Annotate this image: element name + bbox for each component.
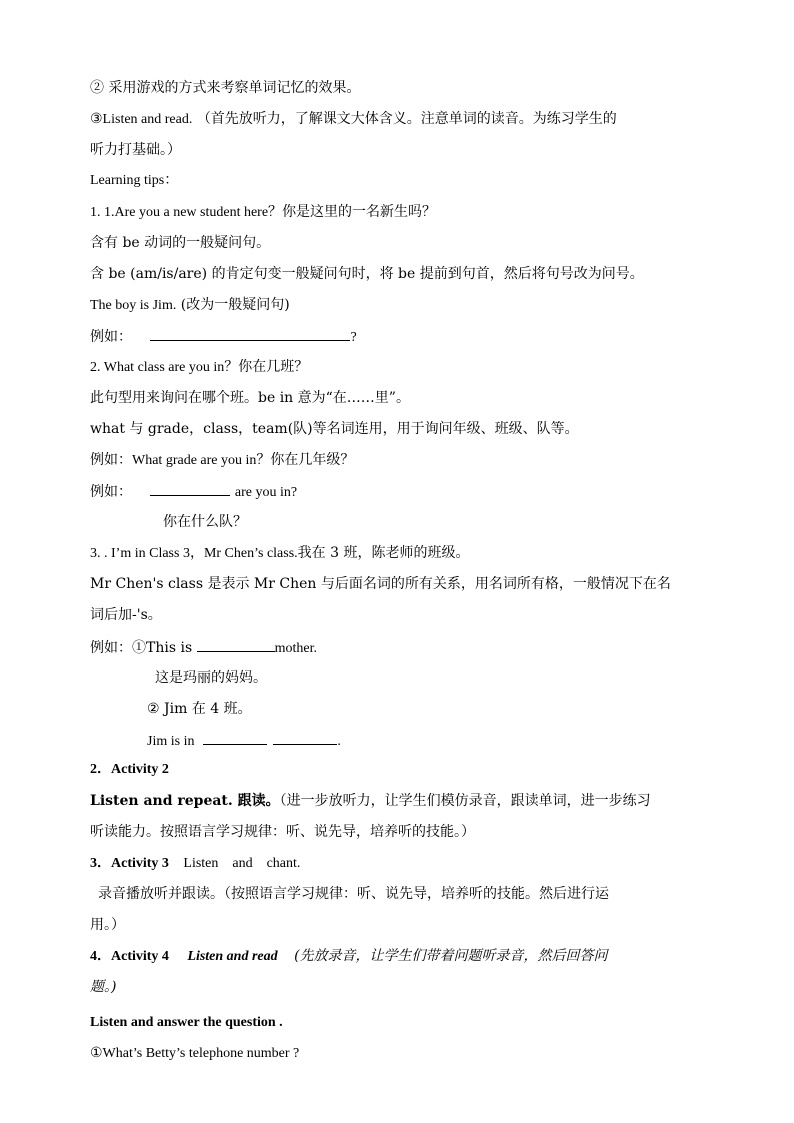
tip-2-example-1 [90, 450, 354, 471]
tip-2-title [90, 357, 308, 378]
translation-text: 这是玛丽的妈妈。 [155, 670, 267, 686]
activity-2-note-cont [90, 822, 475, 842]
note-text: 题。) [90, 979, 117, 995]
activity-4-heading [90, 946, 608, 967]
note-text: 用。） [90, 917, 125, 933]
listen-read-label: ③Listen and read. [90, 112, 193, 127]
tip-2-usage [90, 419, 579, 439]
example-chinese: 你在几年级？ [270, 452, 355, 468]
heading-text: 3．Activity 3 [90, 856, 169, 871]
tip-2-explain [90, 388, 410, 408]
answer-blank[interactable] [273, 730, 337, 745]
question-text: ①What’s Betty’s telephone number ? [90, 1046, 300, 1061]
tip-3-explain-cont [90, 605, 162, 625]
example-label: 例如： [90, 452, 132, 468]
tip-1-title [90, 202, 436, 223]
tip-3-example-1-translation [155, 668, 267, 688]
method-line-3 [90, 109, 617, 130]
activity-3-note [98, 884, 609, 904]
question-mark: ? [350, 330, 357, 345]
tip-2-english: 2. What class are you in？ [90, 360, 239, 375]
instruction-bold: Listen and repeat. 跟读。 [90, 793, 280, 809]
explain-text: 词后加-'s。 [90, 607, 162, 623]
exercise-sentence: The boy is Jim. [90, 298, 177, 313]
example-label: 例如： [90, 329, 132, 345]
explain-text: Mr Chen's class 是表示 Mr Chen 与后面名词的所有关系，用名词所有格，一般情况下在名 [90, 576, 671, 592]
tip-1-exercise [90, 295, 290, 316]
answer-blank[interactable] [150, 326, 350, 341]
example-english: Jim is in [147, 734, 195, 749]
tip-3-example-2-english [147, 730, 341, 752]
tip-2-example-2-translation [163, 512, 247, 532]
question-1 [90, 1044, 299, 1064]
note-text: 听力打基础。） [90, 142, 181, 158]
activity-3-note-cont [90, 915, 125, 935]
translation-text: 你在什么队？ [163, 514, 247, 530]
tip-2-chinese: 你在几班？ [238, 359, 309, 375]
tip-1-explain [90, 233, 270, 253]
example-chinese: ② Jim 在 4 班。 [147, 701, 252, 717]
activity-title: Listen and chant. [183, 856, 301, 871]
tip-3-english: 3. . I’m in Class 3，Mr Chen’s class. [90, 546, 298, 561]
example-label: 例如： [90, 484, 132, 500]
answer-blank[interactable] [150, 481, 230, 496]
activity-2-instruction [90, 791, 651, 811]
example-english: What grade are you in？ [132, 453, 271, 468]
listen-read-note-cont [90, 140, 181, 160]
exercise-instruction: (改为一般疑问句) [180, 297, 290, 313]
period: . [337, 734, 341, 749]
note-text: 录音播放听并跟读。（按照语言学习规律：听、说先导，培养听的技能。然后进行运 [98, 886, 609, 902]
tip-3-chinese: 我在 3 班，陈老师的班级。 [297, 545, 470, 561]
example-label: 例如：①This is [90, 640, 193, 656]
tip-3-title [90, 543, 469, 564]
activity-2-heading [90, 760, 169, 780]
heading-text: Learning tips： [90, 173, 179, 188]
instruction-note: （进一步放听力，让学生们模仿录音，跟读单词，进一步练习 [279, 793, 651, 809]
method-line-2 [90, 78, 360, 98]
note-text: 听读能力。按照语言学习规律：听、说先导，培养听的技能。） [90, 824, 475, 840]
activity-4-note-cont [90, 977, 116, 997]
rule-text: 含 be (am/is/are) 的肯定句变一般疑问句时，将 be 提前到句首，然后将句号改为问号。 [90, 266, 644, 282]
example-english: mother. [274, 641, 317, 656]
tip-1-english: 1. 1.Are you a new student here？ [90, 205, 283, 220]
listen-read-note: （首先放听力，了解课文大体含义。注意单词的读音。为练习学生的 [196, 111, 617, 127]
tip-3-example-2 [147, 699, 252, 719]
activity-title: Listen and read [187, 949, 278, 964]
tip-2-example-2 [90, 481, 297, 503]
listen-answer-heading [90, 1013, 283, 1033]
explain-text: 此句型用来询问在哪个班。be in 意为“在……里”。 [90, 390, 410, 406]
tip-1-chinese: 你是这里的一名新生吗？ [282, 204, 437, 220]
heading-text: 2．Activity 2 [90, 762, 169, 777]
example-english: are you in? [234, 485, 298, 500]
tip-1-example [90, 326, 357, 348]
learning-tips-heading [90, 171, 178, 191]
method-text: ② 采用游戏的方式来考察单词记忆的效果。 [90, 80, 361, 96]
tip-3-explain [90, 574, 671, 594]
usage-text: what 与 grade，class，team(队)等名词连用，用于询问年级、班级、队等。 [90, 421, 579, 437]
explain-text: 含有 be 动词的一般疑问句。 [90, 235, 271, 251]
answer-blank[interactable] [197, 637, 275, 652]
heading-text: Listen and answer the question . [90, 1015, 283, 1030]
heading-text: 4．Activity 4 [90, 949, 169, 964]
activity-3-heading [90, 853, 300, 874]
activity-note: (先放录音，让学生们带着问题听录音，然后回答问 [294, 948, 608, 964]
tip-1-rule [90, 264, 644, 284]
tip-3-example-1 [90, 637, 317, 659]
answer-blank[interactable] [203, 730, 267, 745]
